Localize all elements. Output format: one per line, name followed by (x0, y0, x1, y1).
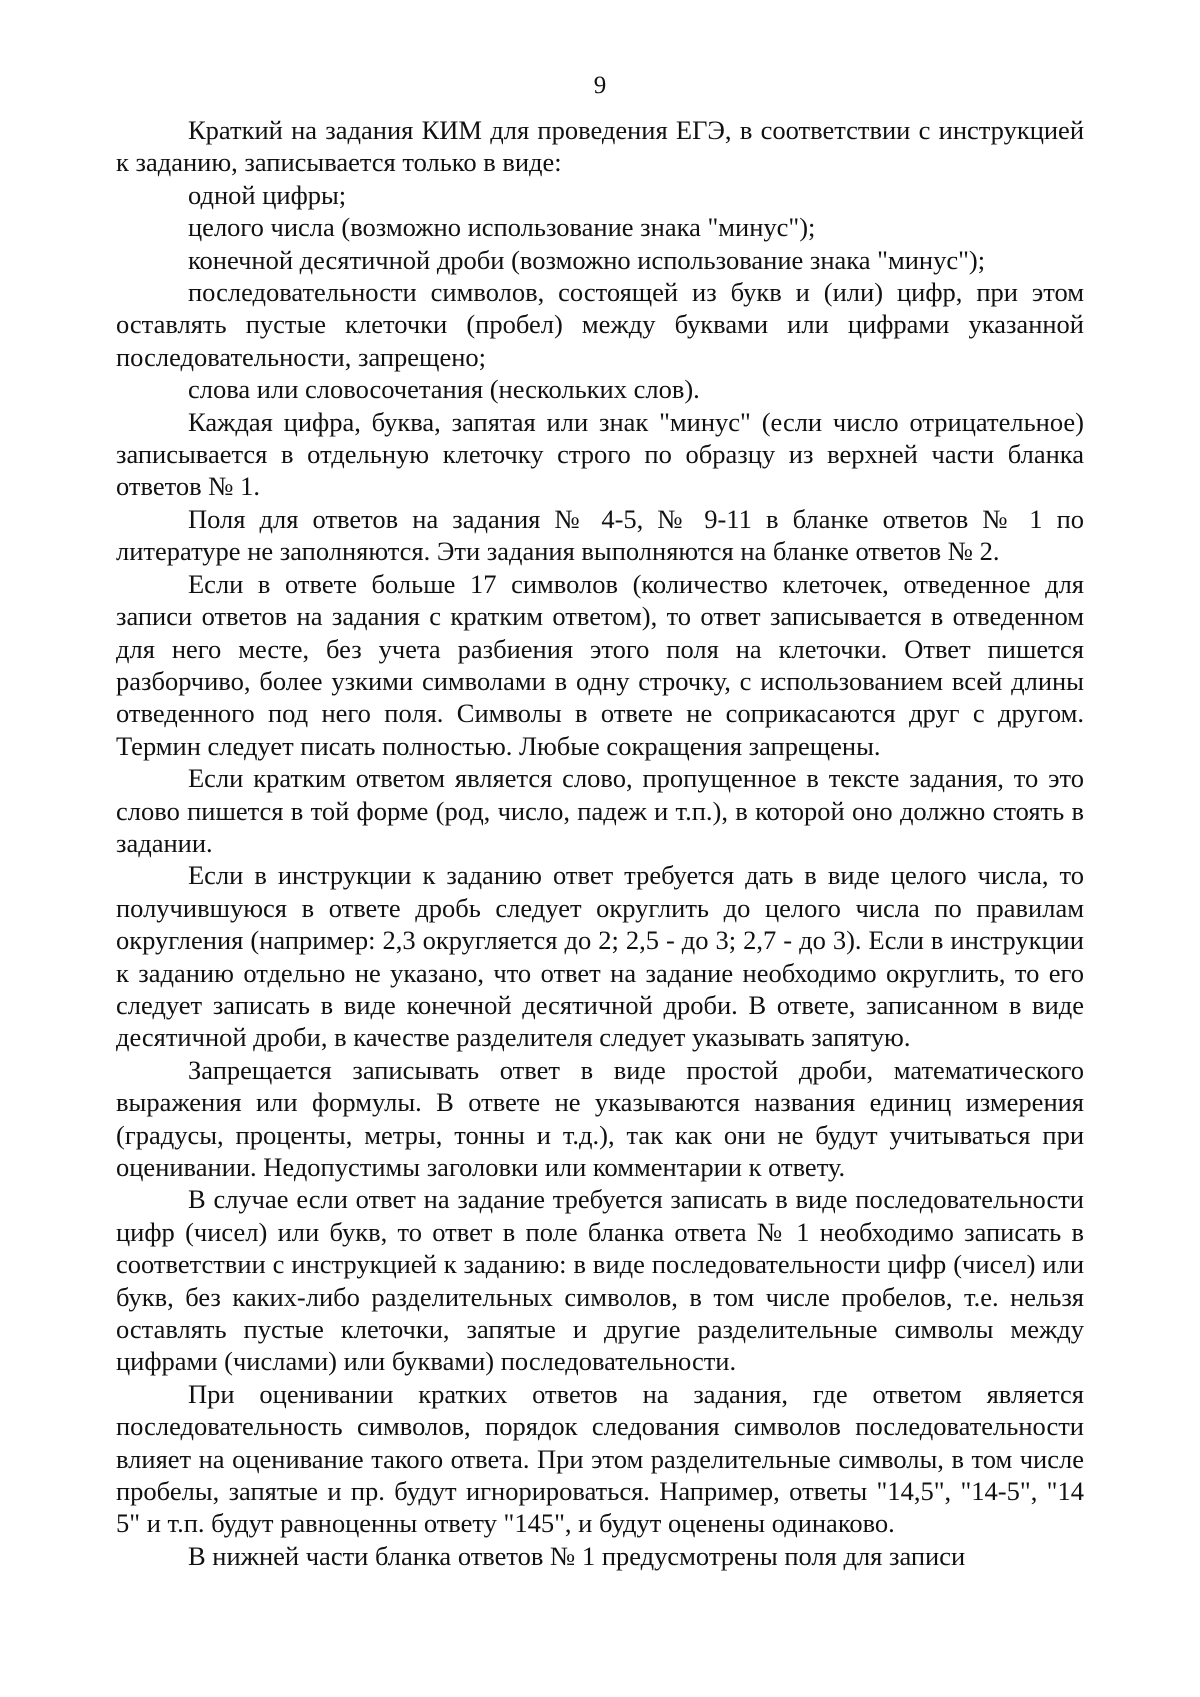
paragraph: В нижней части бланка ответов № 1 предусмотрены поля для записи (188, 1540, 966, 1571)
paragraph: Каждая цифра, буква, запятая или знак "минус" (если число отрицательное) записывается в отдельную клеточку строго по образцу из верхней части бланка ответов № 1. (116, 406, 1084, 502)
list-item: целого числа (возможно использование знака "минус"); (188, 212, 816, 243)
paragraph: Поля для ответов на задания № 4-5, № 9-11 в бланке ответов № 1 по литературе не заполняются. Эти задания выполняются на бланке ответов № 2. (116, 503, 1084, 567)
body-text (116, 114, 1084, 1572)
paragraph: Если кратким ответом является слово, пропущенное в тексте задания, то это слово пишется в той форме (род, число, падеж и т.п.), в которой оно должно стоять в задании. (116, 763, 1084, 858)
paragraph: В случае если ответ на задание требуется записать в виде последовательности цифр (чисел) или букв, то ответ в поле бланка ответа № 1 необходимо записать в соответствии с инструкцией к заданию: в виде последовательности цифр (чисел) или букв, без каких-либо разделительных символов, в том числе пробелов, т.е. нельзя оставлять пустые клеточки, запятые и другие разделительные символы между цифрами (числами) или буквами) последовательности. (116, 1184, 1084, 1377)
list-item: конечной десятичной дроби (возможно использование знака "минус"); (188, 244, 986, 275)
paragraph: Если в ответе больше 17 символов (количество клеточек, отведенное для записи ответов на задания с кратким ответом), то ответ записывается в отведенном для него месте, без учета разбиения этого поля на клеточки. Ответ пишется разборчиво, более узкими символами в одну строчку, с использованием всей длины отведенного под него поля. Символы в ответе не соприкасаются друг с другом. Термин следует писать полностью. Любые сокращения запрещены. (116, 568, 1084, 761)
paragraph: Краткий на задания КИМ для проведения ЕГЭ, в соответствии с инструкцией к заданию, записывается только в виде: (116, 115, 1084, 178)
paragraph: Запрещается записывать ответ в виде простой дроби, математического выражения или формулы. В ответе не указываются названия единиц измерения (градусы, проценты, метры, тонны и т.д.), так как они не будут учитываться при оценивании. Недопустимы заголовки или комментарии к ответу. (116, 1054, 1084, 1182)
paragraph: Если в инструкции к заданию ответ требуется дать в виде целого числа, то получившуюся в ответе дробь следует округлить до целого числа по правилам округления (например: 2,3 округляется до 2; 2,5 - до 3; 2,7 - до 3). Если в инструкции к заданию отдельно не указано, что ответ на задание необходимо округлить, то его следует записать в виде конечной десятичной дроби. В ответе, записанном в виде десятичной дроби, в качестве разделителя следует указывать запятую. (116, 860, 1084, 1053)
list-item: слова или словосочетания (нескольких слов). (188, 374, 700, 405)
paragraph: При оценивании кратких ответов на задания, где ответом является последовательность символов, порядок следования символов последовательности влияет на оценивание такого ответа. При этом разделительные символы, в том числе пробелы, запятые и пр. будут игнорироваться. Например, ответы "14,5", "14-5", "14 5" и т.п. будут равноценны ответу "145", и будут оценены одинаково. (116, 1378, 1084, 1539)
list-item: одной цифры; (188, 179, 347, 210)
page-number: 9 (593, 72, 607, 99)
list-item: последовательности символов, состоящей из букв и (или) цифр, при этом оставлять пустые клеточки (пробел) между буквами или цифрами указанной последовательности, запрещено; (116, 277, 1084, 372)
